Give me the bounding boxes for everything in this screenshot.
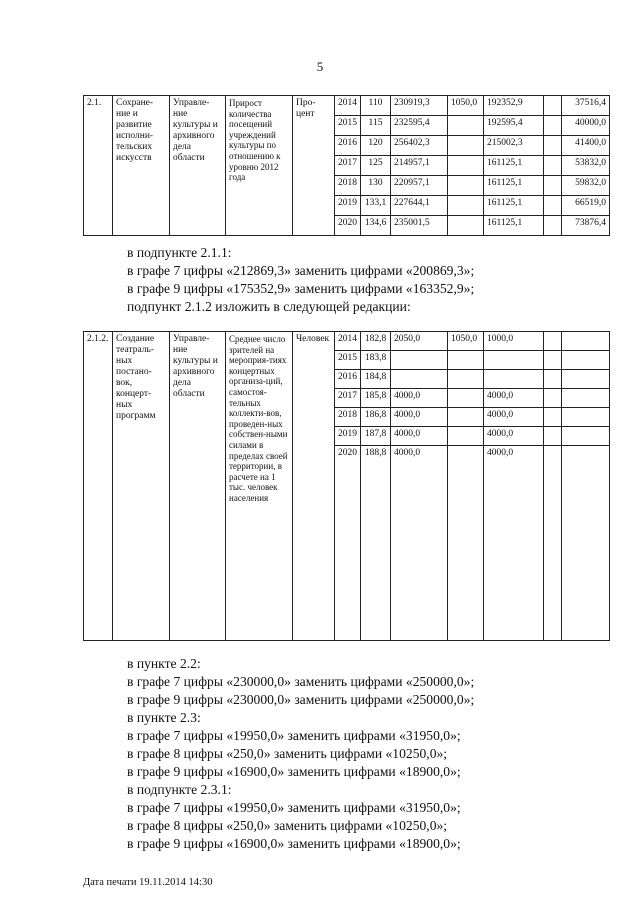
local-cell [544, 389, 562, 408]
other-cell: 66519,0 [562, 196, 610, 216]
text-line: в подпункте 2.3.1: [127, 782, 232, 797]
year-cell: 2014 [335, 96, 361, 116]
table-item-2-1-2 [83, 331, 610, 641]
regional-cell: 161125,1 [484, 196, 544, 216]
total-cell: 235001,5 [391, 216, 448, 236]
federal-cell [448, 136, 484, 156]
value-cell: 183,8 [361, 351, 391, 370]
print-date-footer: Дата печати 19.11.2014 14:30 [83, 877, 213, 888]
regional-cell: 4000,0 [484, 446, 544, 641]
regional-cell: 4000,0 [484, 427, 544, 446]
other-cell [562, 427, 610, 446]
item-indicator: Среднее число зрителей на мероприя-тиях концертных организа-ций, самостоя-тельных коллекти-вов, проведен-ных собствен-ными силами в пределах своей территории, в расчете на 1 тыс. человек населения [226, 332, 293, 641]
text-line: в графе 9 цифры «16900,0» заменить цифрами «18900,0»; [127, 764, 461, 779]
federal-cell [448, 156, 484, 176]
local-cell [544, 446, 562, 641]
other-cell: 73876,4 [562, 216, 610, 236]
year-cell: 2020 [335, 216, 361, 236]
local-cell [544, 176, 562, 196]
total-cell: 227644,1 [391, 196, 448, 216]
total-cell: 220957,1 [391, 176, 448, 196]
local-cell [544, 332, 562, 351]
year-cell: 2014 [335, 332, 361, 351]
federal-cell: 1050,0 [448, 96, 484, 116]
value-cell: 186,8 [361, 408, 391, 427]
other-cell: 37516,4 [562, 96, 610, 116]
regional-cell [484, 370, 544, 389]
value-cell: 110 [361, 96, 391, 116]
federal-cell [448, 116, 484, 136]
other-cell: 59832,0 [562, 176, 610, 196]
total-cell: 214957,1 [391, 156, 448, 176]
item-unit: Про-цент [293, 96, 335, 236]
other-cell: 53832,0 [562, 156, 610, 176]
item-name: Создание театраль-ных постано-вок, концерт-ных программ [113, 332, 170, 641]
table-item-2-1 [83, 95, 610, 236]
federal-cell [448, 351, 484, 370]
value-cell: 185,8 [361, 389, 391, 408]
page-number: 5 [316, 59, 324, 74]
text-line: в графе 7 цифры «230000,0» заменить цифрами «250000,0»; [127, 674, 475, 689]
other-cell [562, 408, 610, 427]
text-line: в графе 7 цифры «19950,0» заменить цифрами «31950,0»; [127, 728, 461, 743]
value-cell: 188,8 [361, 446, 391, 641]
text-line: в подпункте 2.1.1: [127, 245, 232, 260]
federal-cell [448, 446, 484, 641]
table-row [84, 96, 610, 116]
total-cell: 2050,0 [391, 332, 448, 351]
year-cell: 2017 [335, 389, 361, 408]
local-cell [544, 196, 562, 216]
other-cell [562, 370, 610, 389]
text-line: в пункте 2.2: [127, 656, 201, 671]
table1-body [84, 96, 610, 236]
total-cell: 256402,3 [391, 136, 448, 156]
local-cell [544, 116, 562, 136]
value-cell: 115 [361, 116, 391, 136]
federal-cell [448, 176, 484, 196]
text-line: в графе 7 цифры «212869,3» заменить цифрами «200869,3»; [127, 263, 475, 278]
text-line: в графе 9 цифры «230000,0» заменить цифрами «250000,0»; [127, 692, 475, 707]
local-cell [544, 96, 562, 116]
other-cell [562, 446, 610, 641]
year-cell: 2019 [335, 196, 361, 216]
federal-cell [448, 389, 484, 408]
local-cell [544, 351, 562, 370]
federal-cell [448, 196, 484, 216]
value-cell: 125 [361, 156, 391, 176]
year-cell: 2015 [335, 351, 361, 370]
value-cell: 182,8 [361, 332, 391, 351]
local-cell [544, 408, 562, 427]
total-cell: 4000,0 [391, 427, 448, 446]
year-cell: 2019 [335, 427, 361, 446]
regional-cell: 4000,0 [484, 389, 544, 408]
other-cell [562, 351, 610, 370]
total-cell: 232595,4 [391, 116, 448, 136]
text-line: в графе 7 цифры «19950,0» заменить цифрами «31950,0»; [127, 800, 461, 815]
year-cell: 2018 [335, 408, 361, 427]
table2-body [84, 332, 610, 641]
amendment-text-1 [127, 244, 474, 316]
total-cell [391, 370, 448, 389]
federal-cell [448, 370, 484, 389]
regional-cell: 1000,0 [484, 332, 544, 351]
year-cell: 2018 [335, 176, 361, 196]
other-cell [562, 389, 610, 408]
item-number: 2.1.2. [84, 332, 113, 641]
text-line: в пункте 2.3: [127, 710, 201, 725]
regional-cell: 161125,1 [484, 176, 544, 196]
regional-cell: 161125,1 [484, 216, 544, 236]
text-line: в графе 8 цифры «250,0» заменить цифрами «10250,0»; [127, 818, 448, 833]
regional-cell: 215002,3 [484, 136, 544, 156]
other-cell: 40000,0 [562, 116, 610, 136]
local-cell [544, 156, 562, 176]
federal-cell [448, 216, 484, 236]
amendment-text-2 [127, 655, 474, 853]
regional-cell [484, 351, 544, 370]
total-cell: 4000,0 [391, 389, 448, 408]
text-line: подпункт 2.1.2 изложить в следующей редакции: [127, 299, 411, 314]
total-cell: 230919,3 [391, 96, 448, 116]
other-cell: 41400,0 [562, 136, 610, 156]
item-unit: Человек [293, 332, 335, 641]
regional-cell: 192595,4 [484, 116, 544, 136]
item-name: Сохране-ние и развитие исполни-тельских искусств [113, 96, 170, 236]
local-cell [544, 427, 562, 446]
value-cell: 130 [361, 176, 391, 196]
other-cell [562, 332, 610, 351]
text-line: в графе 8 цифры «250,0» заменить цифрами «10250,0»; [127, 746, 448, 761]
year-cell: 2016 [335, 136, 361, 156]
total-cell: 4000,0 [391, 446, 448, 641]
regional-cell: 4000,0 [484, 408, 544, 427]
year-cell: 2016 [335, 370, 361, 389]
local-cell [544, 216, 562, 236]
year-cell: 2017 [335, 156, 361, 176]
local-cell [544, 370, 562, 389]
text-line: в графе 9 цифры «16900,0» заменить цифрами «18900,0»; [127, 836, 461, 851]
item-indicator: Прирост количества посещений учреждений культуры по отношению к уровню 2012 года [226, 96, 293, 236]
item-executor: Управле-ние культуры и архивного дела области [170, 332, 226, 641]
federal-cell: 1050,0 [448, 332, 484, 351]
federal-cell [448, 408, 484, 427]
value-cell: 120 [361, 136, 391, 156]
value-cell: 133,1 [361, 196, 391, 216]
item-executor: Управле-ние культуры и архивного дела области [170, 96, 226, 236]
federal-cell [448, 427, 484, 446]
text-line: в графе 9 цифры «175352,9» заменить цифрами «163352,9»; [127, 281, 475, 296]
value-cell: 187,8 [361, 427, 391, 446]
regional-cell: 192352,9 [484, 96, 544, 116]
total-cell [391, 351, 448, 370]
item-number: 2.1. [84, 96, 113, 236]
year-cell: 2015 [335, 116, 361, 136]
local-cell [544, 136, 562, 156]
value-cell: 184,8 [361, 370, 391, 389]
table-row [84, 332, 610, 351]
value-cell: 134,6 [361, 216, 391, 236]
regional-cell: 161125,1 [484, 156, 544, 176]
year-cell: 2020 [335, 446, 361, 641]
total-cell: 4000,0 [391, 408, 448, 427]
